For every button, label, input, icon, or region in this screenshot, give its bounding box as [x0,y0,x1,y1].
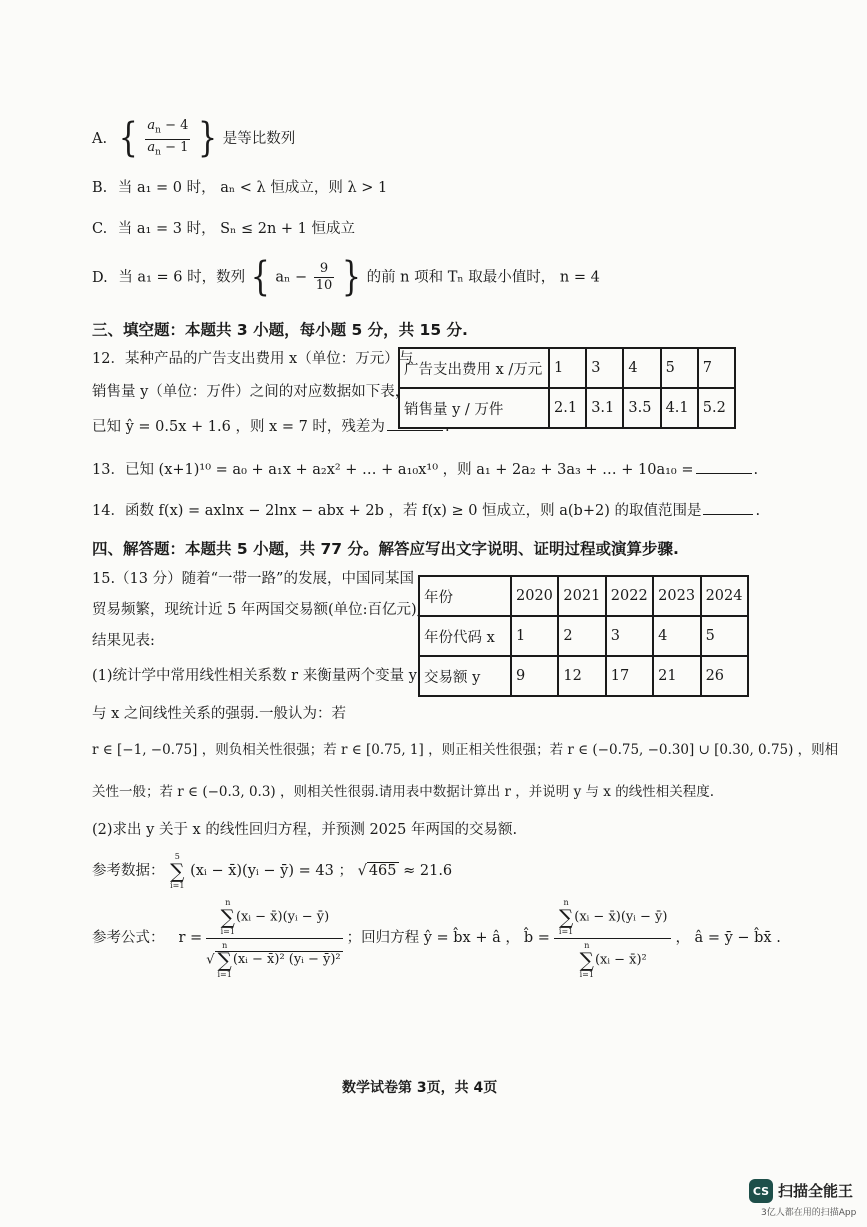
answer-blank[interactable] [696,459,752,474]
q15-line6: r ∈ [−1, −0.75] ，则负相关性很强；若 r ∈ [0.75, 1] ，则正相关性很强；若 r ∈ (−0.75, −0.30] ∪ [0.30, 0.75) ，则相 [92,742,839,758]
sqrt-symbol: √ [357,863,367,879]
table-cell: 2 [558,616,605,656]
b-formula: n ∑ i=1 (xᵢ − x̄)(yᵢ − ȳ) n ∑ i=1 (xᵢ − x̄)² [554,898,672,979]
right-brace: } [198,114,218,163]
table-cell: 4 [623,348,660,388]
table-cell: 2024 [701,576,748,616]
table-cell: 2.1 [549,388,586,428]
table-cell: 4 [653,616,700,656]
table-cell: 3 [606,616,653,656]
q15-line1: 15.（13 分）随着“一带一路”的发展，中国同某国 [92,571,414,587]
table-cell: 3.1 [586,388,623,428]
option-text: 当 a₁ = 0 时， aₙ < λ 恒成立，则 λ > 1 [117,180,388,196]
option-d: D. 当 a₁ = 6 时，数列 { aₙ − $\frac{9}{10}$ } 的前 n 项和 Tₙ 取最小值时， n = 4 [92,253,600,301]
sum-symbol: 5 ∑ i=1 [170,852,185,890]
scanner-tagline: 3亿人都在用的扫描App [761,1208,857,1218]
table-cell: 3.5 [623,388,660,428]
table-cell: 1 [549,348,586,388]
option-text: 当 a₁ = 3 时， Sₙ ≤ 2n + 1 恒成立 [117,221,356,237]
r-formula: n ∑ i=1 (xᵢ − x̄)(yᵢ − ȳ) √ n ∑ i=1 (xᵢ − x̄)² (yᵢ − ȳ)² [206,897,341,979]
table-cell: 17 [606,656,653,696]
table-row [419,576,748,616]
option-b: B. 当 a₁ = 0 时， aₙ < λ 恒成立，则 λ > 1 [92,180,388,196]
table-cell: 7 [698,348,735,388]
option-c: C. 当 a₁ = 3 时， Sₙ ≤ 2n + 1 恒成立 [92,221,356,237]
page-footer: 数学试卷第 3页，共 4页 [342,1080,498,1096]
q12-line1: 12．某种产品的广告支出费用 x（单位：万元）与 [92,351,414,367]
table-cell: 3 [586,348,623,388]
table-row [419,616,748,656]
table-row [399,348,735,388]
table-cell: 5 [701,616,748,656]
table-cell: 21 [653,656,700,696]
table-header-cell: 销售量 y / 万件 [399,388,549,428]
q13: 13．已知 (x+1)¹⁰ = a₀ + a₁x + a₂x² + … + a₁₀x¹⁰ ，则 a₁ + 2a₂ + 3a₃ + … + 10a₁₀ = . [92,459,758,480]
q12-line3: 已知 ŷ = 0.5x + 1.6 ，则 x = 7 时，残差为 . [92,416,450,437]
table-header-cell: 交易额 y [419,656,511,696]
reference-formulas: 参考公式： r = n ∑ i=1 (xᵢ − x̄)(yᵢ − ȳ) √ n ∑ i=1 (xᵢ − x̄)² (yᵢ − ȳ)² ；回归方程 ŷ = b̂x + â ， b̂ = n ∑ i=1 (xᵢ − x̄)(yᵢ − ȳ) n ∑ i=1 (xᵢ − x̄)² ， â = ȳ − b̂x̄ . [92,897,781,979]
table-cell: 2020 [511,576,558,616]
table-row [419,656,748,696]
q15-table [418,575,749,697]
table-cell: 2022 [606,576,653,616]
table-header-cell: 广告支出费用 x /万元 [399,348,549,388]
option-a [92,114,296,163]
q15-line8: (2)求出 y 关于 x 的线性回归方程，并预测 2025 年两国的交易额. [92,822,518,838]
table-cell: 2023 [653,576,700,616]
left-brace: { [118,114,138,163]
table-cell: 9 [511,656,558,696]
table-header-cell: 年份 [419,576,511,616]
section-title-fill-blank: 三、填空题：本题共 3 小题，每小题 5 分，共 15 分. [92,321,468,339]
table-cell: 5.2 [698,388,735,428]
q12-table [398,347,736,429]
table-cell: 4.1 [661,388,698,428]
q15-line3: 结果见表: [92,633,155,649]
reference-data: 参考数据： 5 ∑ i=1 (xᵢ − x̄)(yᵢ − ȳ) = 43 ； √ 465 ≈ 21.6 [92,852,453,890]
scanner-app-name: 扫描全能王 [778,1182,854,1200]
section-title-solutions: 四、解答题：本题共 5 小题，共 77 分。解答应写出文字说明、证明过程或演算步骤. [92,540,679,558]
scanner-logo-icon: CS [749,1179,773,1203]
table-cell: 5 [661,348,698,388]
q15-line2: 贸易频繁，现统计近 5 年两国交易额(单位:百亿元), [92,602,422,618]
table-cell: 1 [511,616,558,656]
table-header-cell: 年份代码 x [419,616,511,656]
q14: 14．函数 f(x) = axlnx − 2lnx − abx + 2b ，若 f(x) ≥ 0 恒成立，则 a(b+2) 的取值范围是 . [92,500,760,521]
table-row [399,388,735,428]
table-cell: 2021 [558,576,605,616]
q12-line2: 销售量 y（单位：万件）之间的对应数据如下表， [92,384,410,400]
option-label: A. [92,131,108,148]
fraction: $\frac{a_n - 4}{a_n - 1}$ [147,118,189,158]
q15-line5: 与 x 之间线性关系的强弱.一般认为：若 [92,706,347,722]
option-text: 是等比数列 [222,131,296,148]
q15-line7: 关性一般；若 r ∈ (−0.3, 0.3) ，则相关性很弱.请用表中数据计算出 r ，并说明 y 与 x 的线性相关程度. [92,784,715,800]
q15-line4: (1)统计学中常用线性相关系数 r 来衡量两个变量 y [92,668,417,684]
table-cell: 26 [701,656,748,696]
table-cell: 12 [558,656,605,696]
answer-blank[interactable] [703,500,753,515]
